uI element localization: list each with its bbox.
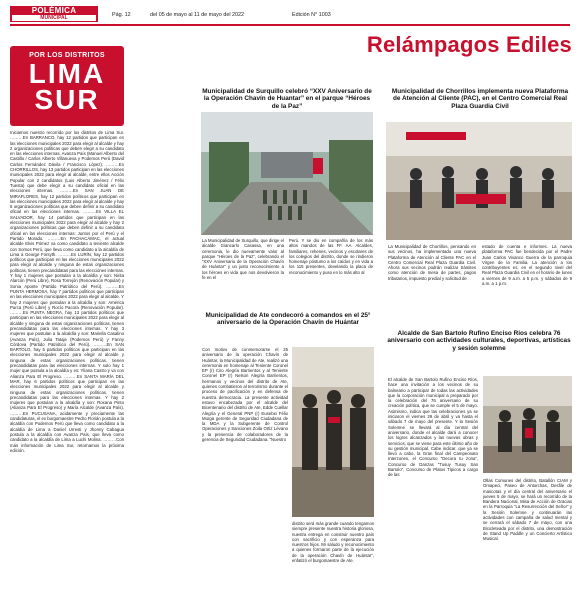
chorrillos-text-col1: La Municipalidad de Chorrillos, pensando en sus vecinos, ha implementado una nueva Plataforma de Atención al Cliente PAC en el Centro Comercial Real Plaza Guardia Civil. Ahora sus vecinos podrán realizar trámites como atención de mesa de partes, pagos tributarios, impuesto predial y solicitud de	[388, 244, 476, 281]
san-bartolo-text-col2: Ollas Comunes del distrito, Batallón CIAM y Omapeci, Paseo de Antorchas, Desfile de mascotas y el día central del aniversario el jueves 5 de mayo, se hará un recorrido de la Bandera Nacional, Misa de Acción de Gracias en la Parroquia “La Resurrección del Señor” y la Sesión Solemne y continuarán las actividades con campaña de salud mental y se cerrará el sábado 7 de mayo, con una Bicicleteada por el distrito, una demostración de Stand Up Paddle y un Concierto Artístico Musical.	[483, 478, 572, 542]
issue-dates: del 05 de mayo al 11 de mayo del 2022	[150, 12, 245, 18]
surquillo-text-col2: Perú. Y se dio en compañía de los más altos mandos de las FF. AA. Alcaldes, familiares, rehenes, vecinos y escolares de los colegios del distrito, donde se rindieron homenaje póstumo a los caídos y en vida a los 115 presentes, develando la placa de reconocimiento y puso en lo más alto al	[289, 238, 373, 275]
ate-headline: Municipalidad de Ate condecoró a comandos en el 25° aniversario de la Operación Chavín de Huántar	[205, 312, 371, 327]
edition-number: Edición N° 1003	[292, 12, 331, 18]
lima-sur-title: LIMA SUR	[28, 58, 106, 115]
ate-text-col2: distrito será más grande cuando tengamos siempre presente nuestra historia gloriosa, nuestra entrega en construir nuestro país con sacrificio y con esperanza para nuestros hijos. Mi saludo y reconocimiento a quienes formaron parte de la ejecución de la operación Chavín de Huántar”, enfatizó el burgomaestre de Ate.	[292, 521, 374, 564]
lima-sur-kicker: POR LOS DISTRITOS	[29, 52, 105, 59]
chorrillos-photo	[386, 122, 572, 240]
ate-text-col1: Con motivo de conmemorarse el 25 aniversario de la operación Chavín de Huántar, la Municipalidad de Ate, realizó una ceremonia en homenaje al Teniente Coronel EP (r) Ciro Alegría Barrientos y al Teniente Coronel EP (r) Nelson Alegría Barrientos, hermanos y vecinos del distrito de Ate, quienes combatieron al terrorismo durante el proceso de pacificación y en defensa de nuestra democracia. La presente actividad estuvo encabezada por el alcalde del Bicentenario del distrito de Ate, Edde Cuellar Alegría y el General PNP (r) Eusebio Félix Murga gerente de Seguridad Ciudadana de la MDA y la Subgerente de Control Operaciones y Sanciones Zoila Ortiz Lévano y la presencia de colaboradores de la gerencia de Seguridad Ciudadana. “Nuestro	[202, 347, 288, 443]
brand-name: POLÉMICA	[31, 6, 77, 15]
san-bartolo-text-col1: El alcalde de San Bartolo Rufino Enciso Ríos, hace una invitación a los vecinos de su balneario a participar de todas las actividades que la corporación municipal a preparado por la celebración del 76 aniversario de su creación política, que se cumple el 5 de mayo. Asimismo, indica que las celebraciones ya se iniciaron el viernes 29 de abril y va hasta el sábado 7 de mayo del presente. Y la Sesión Solemne se llevará al día central del aniversario, donde el alcalde dará a conocer los logros alcanzados y las nuevas obras y servicios, que se viene para este último año de su gestión municipal. Cabe indicar, que ya se llevó a cabo, la Gran final del Campeonato Interzones, el Concurso “Decora tu zona”, Concurso de Danzas “Tusuy Tusuy San Bartolo”, Concurso de Platos Típicos a cargo de las	[388, 377, 478, 478]
brand-subname: MUNICIPAL	[12, 15, 96, 21]
surquillo-photo	[201, 112, 373, 235]
lima-sur-article: Iniciamos nuestro recorrido por los distritos de Lima Sur. ………En BARRANCO, hay 12 partidos que participan en las elecciones municipales 2022 para elegir al alcalde y hay 2 organizaciones políticas que deben elegir a su candidato en las elecciones internas. Avanza País (Manuel Alberto del Castillo / Carlos Alberto Villanueva y Podemos Perú (David Carlos Fernández Dávila / Francisco López). ………En CHORRILLOS, hay 13 partidos participan en las elecciones municipales 2022 para elegir al alcalde, entre ellos Acción Popular con 2 candidatos (Luis Alberto Jiménez / Félix Tuesta) que debe elegir a su candidato oficial en las elecciones internas. ………En SAN JUAN DE MIRAFLORES, hay 12 partidos políticos que participan en las elecciones municipales 2022 para elegir al alcalde y hay 5 organizaciones políticas que deben definir a su candidato oficial en las elecciones internas. ………En VILLA EL SALVADOR, hay 14 partidos que participan en las elecciones municipales 2022 para elegir al alcalde y hay 2 organizaciones políticas que deben definir a su candidato oficial en las elecciones internas: Juntos por el Perú y el Partido Morado. ………En PACHACÁMAC, el actual alcalde Elvis Pómez va como candidato a teniente alcalde con Somos Perú, que lleva como candidato a la alcaldía de Lima a George Forsyth. ………En LURÍN, hay 12 partidos políticos que participan en las elecciones municipales 2022 para elegir al alcalde y ninguna de estas organizaciones políticas, tienen precandidatas para las elecciones internas. Y hay 1 mujeres que postulan a la alcaldía y son: Nirita Alarcón (Perú Libre), Rosa Torrejón (Renovación Popular) y Sonia Aponte (Partido Patriótico del Perú). ………En PUNTA HERMOSA, hay 7 partidos políticos que participan en las elecciones municipales 2022 para elegir al alcalde. Y hay 2 mujeres que postulan a la alcaldía y son: América Purca (Perú Libre) y Rocío Pacora (Renovación Popular). ………En PUNTA NEGRA, hay 13 partidos políticos que participan en las elecciones municipales 2022 para elegir al alcalde y ninguna de estas organizaciones políticas, tienen precandidatas para las elecciones internas. Y hay 3 mujeres que postulan a la alcaldía y son: Mariella Casalino (Avanza País), Julia Tataje (Podemos Perú) y Fanny Córdova (Partido Patriótico del Perú). ………En SAN BARTOLO, hay 5 partidos políticos que participan en las elecciones municipales 2022 para elegir al alcalde y ninguna de estas organizaciones políticas, tienen precandidatas para las elecciones internas. Y solo hay 1 mujer que postula a la alcaldía y es: Yliana Castro y va con Alianza Para El Progreso. ………En SANTA MARÍA DEL MAR, hay 6 partidos políticos que participan en las elecciones municipales 2022 para elegir al alcalde y ninguna de estas organizaciones políticas, tienen precandidatas para las elecciones internas. Y hay 2 mujeres que postulan a la alcaldía y son: Roxana Pinto (Alianza Para El Progreso) y María Alcalde (Avanza País). ………En PUCUSANA, acidamente y preciamente las candidaturas, el ex burgomaestre Pedro Florián postula a la alcaldía con Podemos Perú que lleva como candidato a la alcaldía de Lima a Daniel Urresti y Jhonny Cabagua postula a la alcaldía con Avanza País, que lleva como candidato a la alcaldía de Lima a Luchi Molina. ………Con más información de Lima Sur, retornamos la próxima edición.	[10, 130, 124, 453]
lima-sur-banner	[10, 46, 124, 126]
san-bartolo-photo	[483, 376, 572, 473]
header-rule	[10, 24, 570, 26]
chorrillos-headline: Municipalidad de Chorrillos implementa nueva Plataforma de Atención al Cliente (PAC), en el Centro Comercial Real Plaza Guardia Civil	[391, 88, 569, 110]
san-bartolo-headline: Alcalde de San Bartolo Rufino Enciso Ríos celebra 76 aniversario con actividades culturales, deportivas, artísticas y sesión solemne	[387, 330, 571, 352]
ate-photo	[292, 347, 374, 517]
page-number: Pág. 12	[112, 12, 131, 18]
brand-logo	[10, 6, 98, 22]
chorrillos-text-col2: estado de cuenta e informes. La nueva plataforma PAC fue bendecida por el Padre Juan Carlos Vivanco Guerra de la parroquia Virgen de la Familia. La atención a los contribuyentes es, en el segundo nivel del Real Plaza Guardia Civil en el horario de lunes a viernes de 9 a.m. a 5 p.m. y sábados de 9 a.m. a 1 p.m.	[482, 244, 572, 287]
surquillo-text-col1: La Municipalidad de Surquillo, que dirige el alcalde Giancarlo Casassa, en una ceremonia, le dio nuevamente valor al parque “Héroes de la Paz”, celebrando el “XXV Aniversario de la Operación Chavín de Huántar” y un justo reconocimiento a los héroes en vida que nos devolvieron la fe en el	[202, 238, 284, 281]
section-title: Relámpagos Ediles	[366, 32, 572, 57]
surquillo-headline: Municipalidad de Surquillo celebró “XXV Aniversario de la Operación Chavín de Huantar” en el parque “Héroes de la Paz”	[202, 88, 372, 110]
